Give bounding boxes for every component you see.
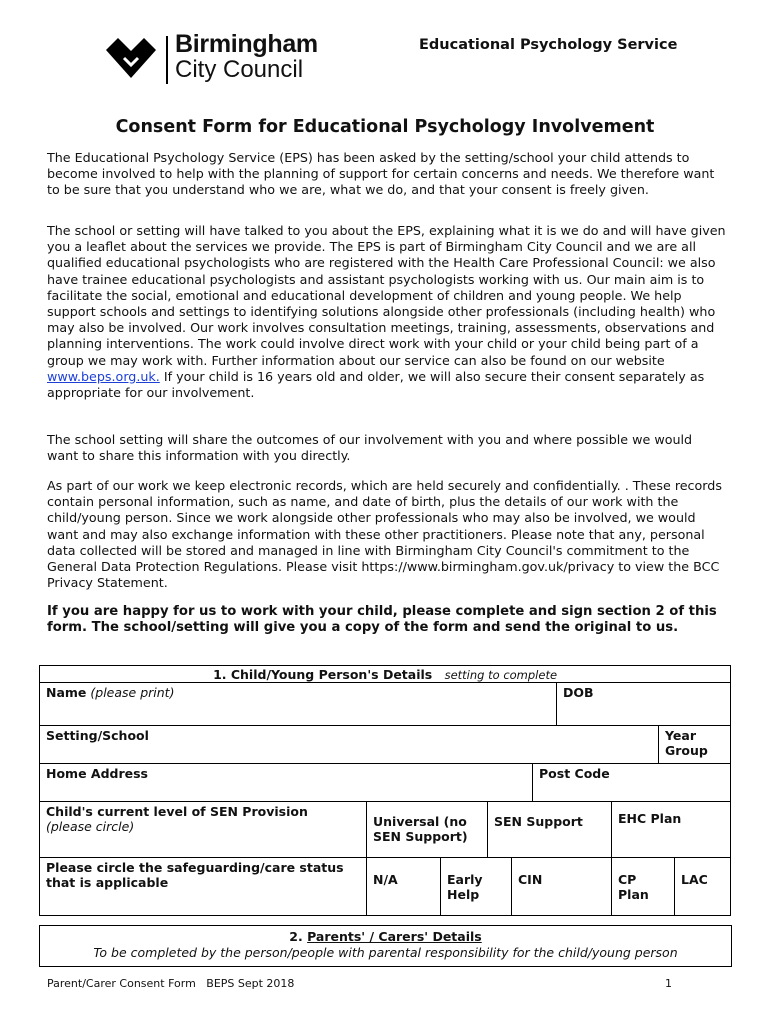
name-cell[interactable] xyxy=(40,683,557,726)
section2-header xyxy=(40,929,731,944)
page-number: 1 xyxy=(665,977,672,990)
sen-option-ehc[interactable] xyxy=(612,802,731,858)
service-name: Educational Psychology Service xyxy=(419,37,678,53)
birmingham-logo-icon xyxy=(104,34,160,84)
sen-option-support[interactable] xyxy=(488,802,612,858)
safeguard-option-na[interactable] xyxy=(367,858,441,916)
about-eps-paragraph xyxy=(47,223,727,401)
section1-header xyxy=(40,666,731,683)
sen-option-universal[interactable] xyxy=(367,802,488,858)
safeguard-option-cin-label: CIN xyxy=(518,872,543,887)
safeguard-option-na-label: N/A xyxy=(373,872,398,887)
sen-hint: (please circle) xyxy=(46,819,135,834)
outcomes-paragraph: The school setting will share the outcomes of our involvement with you and where possible we would want to share this information with you directly. xyxy=(47,432,693,464)
dob-cell[interactable] xyxy=(557,683,731,726)
section2-heading: Parents' / Carers' Details xyxy=(307,929,482,944)
safeguard-option-early-help[interactable] xyxy=(441,858,512,916)
safeguard-option-cp-plan[interactable] xyxy=(612,858,675,916)
child-details-table xyxy=(39,665,731,916)
section2-subtitle: To be completed by the person/people with parental responsibility for the child/young person xyxy=(93,945,678,960)
setting-label: Setting/School xyxy=(46,728,149,743)
about-eps-text: The school or setting will have talked to you about the EPS, explaining what it is we do and will have given you a leaflet about the services we provide. The EPS is part of Birmingham City Council and we are all qualified educational psychologists who are registered with the Health Care Professional Council: we also have trainee educational psychologists and assistant psychologists working with us. Our main aim is to facilitate the social, emotional and educational development of children and young people. We help support schools and settings to identifying solutions alongside other professionals (including health) who may also be involved. Our work involves consultation meetings, training, assessments, observations and planning interventions. The work could involve direct work with your child or your child being part of a group we may work with. Further information about our service can also be found on our website xyxy=(47,223,726,368)
safeguard-option-early-help-label: Early Help xyxy=(447,872,483,902)
name-label: Name xyxy=(46,685,87,700)
home-address-label: Home Address xyxy=(46,766,148,781)
footer-text: Parent/Carer Consent Form BEPS Sept 2018 xyxy=(47,977,295,990)
safeguard-label: Please circle the safeguarding/care status that is applicable xyxy=(46,860,344,890)
post-code-label: Post Code xyxy=(539,766,610,781)
logo-line-1: Birmingham xyxy=(175,30,318,58)
page-title: Consent Form for Educational Psychology Involvement xyxy=(115,117,655,137)
parents-carers-section xyxy=(39,925,732,967)
name-hint: (please print) xyxy=(90,685,175,700)
sen-label: Child's current level of SEN Provision xyxy=(46,804,308,819)
records-paragraph: As part of our work we keep electronic records, which are held securely and confidentially. . These records contain personal information, such as name, and date of birth, plus the details of our work with the child/young person. Since we work alongside other professionals who may also be involved, we would want and may also exchange information with these other practitioners. Please note that any, personal data collected will be stored and managed in line with Birmingham City Council's commitment to the General Data Protection Regulations. Please visit https://www.birmingham.gov.uk/privacy to view the BCC Privacy Statement. xyxy=(47,478,722,591)
safeguard-option-cin[interactable] xyxy=(512,858,612,916)
sen-option-ehc-label: EHC Plan xyxy=(618,811,682,826)
safeguard-option-lac-label: LAC xyxy=(681,872,708,887)
section2-number: 2. xyxy=(289,929,303,944)
intro-paragraph: The Educational Psychology Service (EPS) has been asked by the setting/school your child attends to become involved to help with the planning of support for certain concerns and needs. We therefore want to be sure that you understand who we are, what we do, and that your consent is freely given. xyxy=(47,150,715,198)
section1-note: setting to complete xyxy=(444,668,558,682)
year-group-label: Year Group xyxy=(665,728,708,758)
safeguard-option-lac[interactable] xyxy=(675,858,731,916)
post-code-cell[interactable] xyxy=(533,764,731,802)
logo-divider xyxy=(166,36,168,84)
sen-option-universal-label: Universal (no SEN Support) xyxy=(373,814,468,844)
dob-label: DOB xyxy=(563,685,594,700)
council-logo-text xyxy=(175,32,318,82)
setting-cell[interactable] xyxy=(40,726,659,764)
beps-website-link[interactable]: www.beps.org.uk. xyxy=(47,368,160,384)
safeguard-option-cp-plan-label: CP Plan xyxy=(618,872,649,902)
logo-line-2: City Council xyxy=(175,56,304,83)
consent-instruction: If you are happy for us to work with your child, please complete and sign section 2 of this form. The school/setting will give you a copy of the form and send the original to us. xyxy=(47,604,717,636)
about-eps-text-end: If your child is 16 years old and older, we will also secure their consent separately as appropriate for our involvement. xyxy=(47,368,705,401)
year-group-cell[interactable] xyxy=(659,726,731,764)
sen-label-cell xyxy=(40,802,367,858)
home-address-cell[interactable] xyxy=(40,764,533,802)
sen-option-support-label: SEN Support xyxy=(494,814,583,829)
safeguard-label-cell xyxy=(40,858,367,916)
section1-heading: 1. Child/Young Person's Details xyxy=(213,667,433,682)
